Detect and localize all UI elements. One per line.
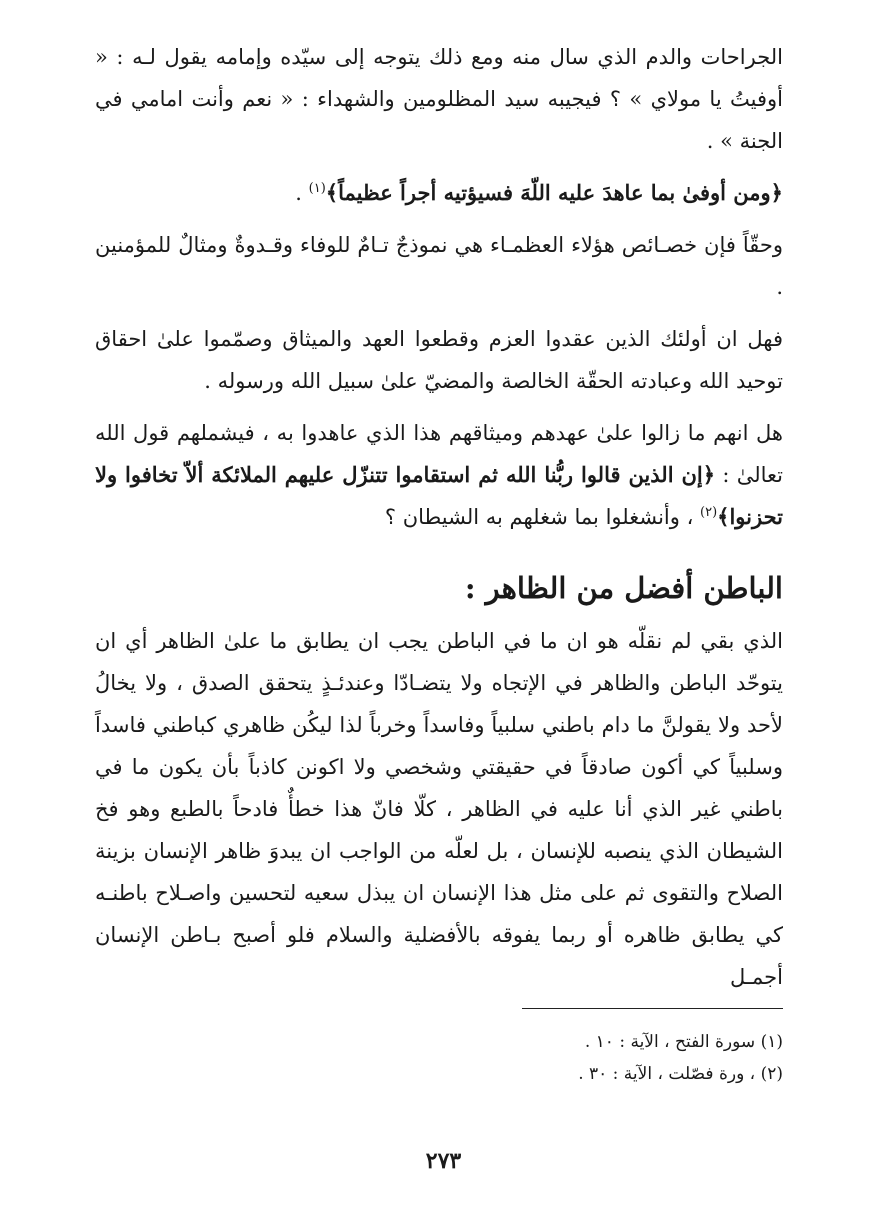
paragraph-3: فهل ان أولئك الذين عقدوا العزم وقطعوا العهد والميثاق وصمّموا علىٰ احقاق توحيد الله وعبادته الحقّة الخالصة والمضيّ علىٰ سبيل الله ورسوله . — [95, 327, 783, 393]
spacer — [95, 162, 783, 172]
footnote-divider — [522, 1008, 783, 1009]
page-number: ٢٧٣ — [425, 1148, 462, 1174]
footnotes — [578, 1026, 783, 1090]
paragraph-4 — [95, 412, 783, 538]
paragraph-verse-1 — [95, 172, 783, 214]
paragraph-1: الجراحات والدم الذي سال منه ومع ذلك يتوجه إلى سيّده وإمامه يقول لـه : « أوفيتُ يا مولاي » ؟ فيجيبه سيد المظلومين والشهداء : « نعم وأنت امامي في الجنة » . — [95, 45, 783, 153]
footnote-ref-1: (١) — [308, 181, 326, 196]
spacer — [95, 402, 783, 412]
footnote-1: (١) سورة الفتح ، الآية : ١٠ . — [584, 1032, 783, 1052]
paragraph-4-end: ، وأنشغلوا بما شغلهم به الشيطان ؟ — [384, 505, 701, 529]
footnote-ref-2: (٢) — [700, 505, 718, 520]
paragraph-2: وحقّاً فإن خصـائص هؤلاء العظمـاء هي نموذجٌ تـامٌ للوفاء وقـدوةٌ ومثالٌ للمؤمنين . — [95, 233, 783, 299]
paragraph-5: الذي بقي لم نقلّه هو ان ما في الباطن يجب ان يطابق ما علىٰ الظاهر أي ان يتوحّد الباطن والظاهر في الإتجاه ولا يتضـادّا وعندئـذٍ يتحقق الصدق ، ولا يخالُ لأحد ولا يقولنَّ ما دام باطني سلبياً وفاسداً وخرباً لذا ليكُن ظاهري كباطني فاسداً وسلبياً كي أكون صادقاً في حقيقتي وشخصي ولا اكونن كاذباً بأن يكون ما في باطني غير الذي أنا عليه في الظاهر ، كلّا فانّ هذا خطأٌ فادحاً بالطبع وهو فخ الشيطان الذي ينصبه للإنسان ، بل لعلّه من الواجب ان يبدوَ ظاهر الإنسان بزينة الصلاح والتقوى ثم على مثل هذا الإنسان ان يبذل سعيه لتحسين واصـلاح باطنـه كي يطابق ظاهره أو ربما يفوقه بالأفضلية والسلام فلو أصبح بـاطن الإنسان أجمـل — [95, 629, 783, 989]
quran-verse-2: ﴿إن الذين قالوا ربُّنا الله ثم استقاموا تتنزّل عليهم الملائكة ألاّ تخافوا ولا تحزنوا﴾ — [95, 462, 783, 529]
paragraph-verse-1-end: . — [295, 181, 309, 205]
spacer — [95, 308, 783, 318]
spacer — [95, 214, 783, 224]
page-body — [95, 36, 783, 998]
paragraph-4-start: هل انهم ما زالوا علىٰ عهدهم وميثاقهم هذا الذي عاهدوا به ، فيشملهم قول الله تعالىٰ : — [95, 421, 784, 487]
quran-verse-1: ﴿ومن أوفىٰ بما عاهدَ عليه اللّهَ فسيؤتيه أجراً عظيماً﴾ — [325, 180, 783, 205]
footnote-2: (٢) ، ورة فصّلت ، الآية : ٣٠ . — [578, 1064, 783, 1084]
section-heading: الباطن أفضل من الظاهر : — [464, 571, 783, 605]
